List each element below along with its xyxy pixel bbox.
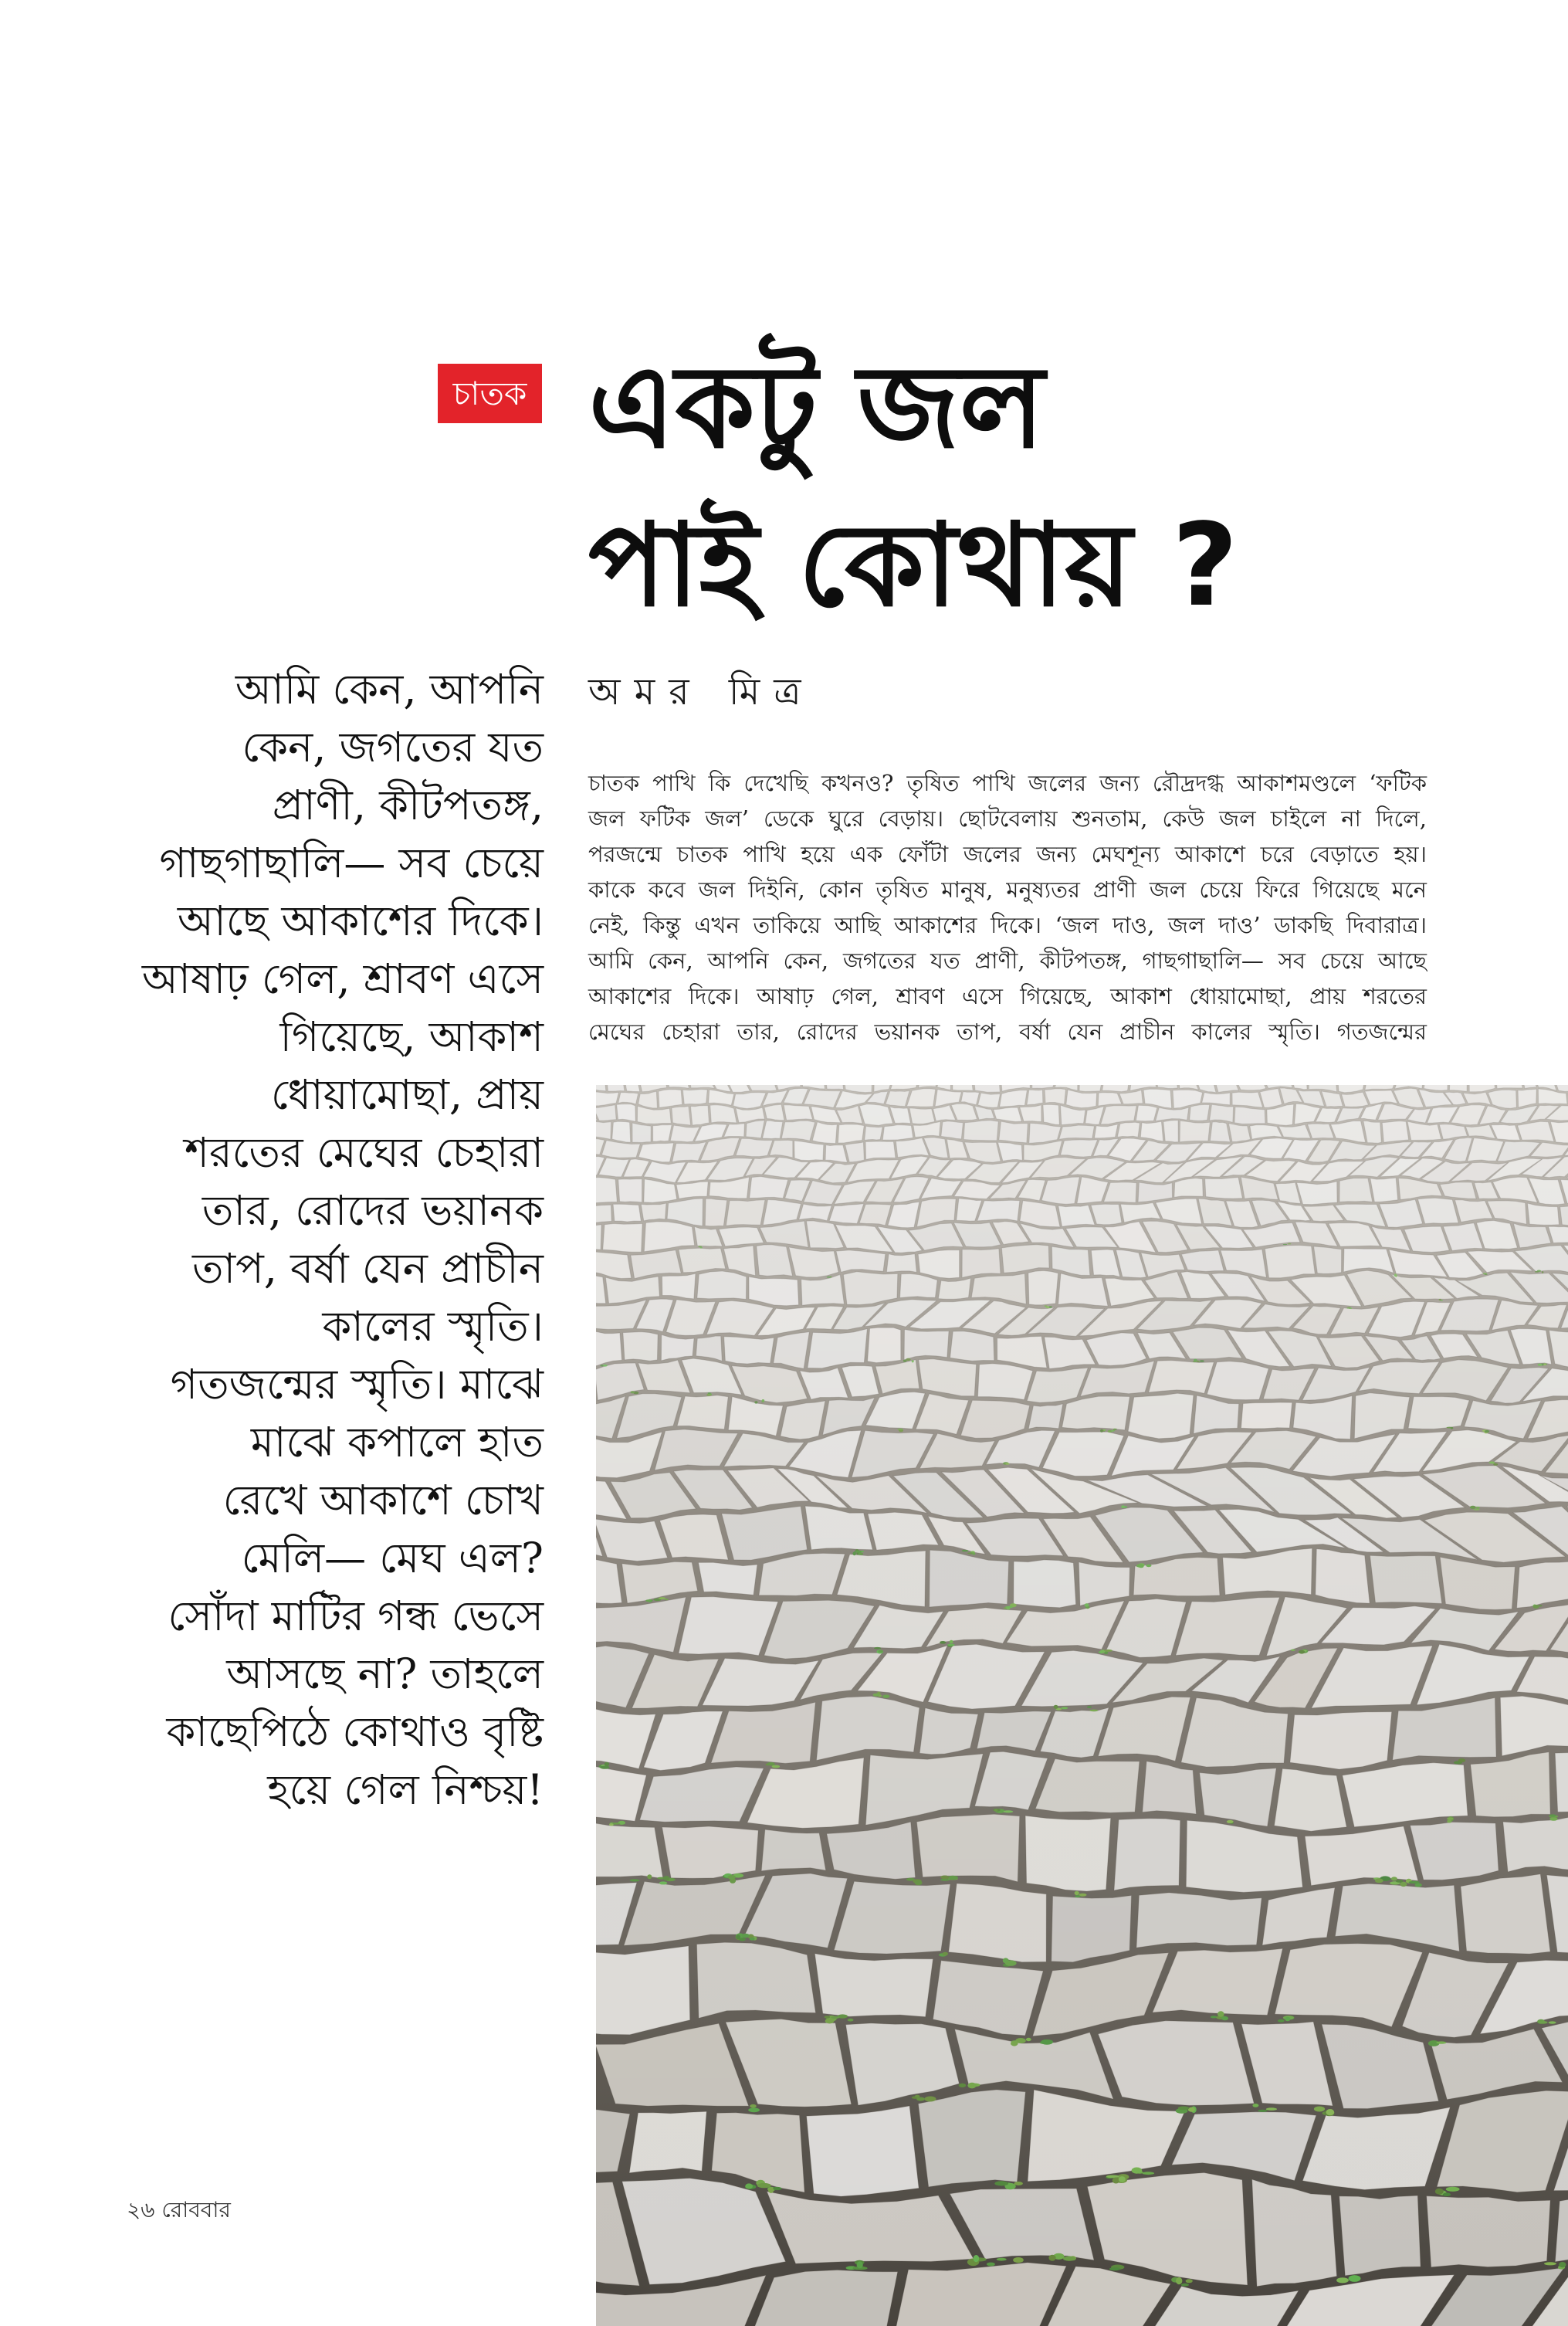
pull-quote-line: গাছগাছালি— সব চেয়ে xyxy=(159,839,544,887)
body-line: নেই, কিন্তু এখন তাকিয়ে আছি আকাশের দিকে। ‘জল দাও, জল দাও’ ডাকছি দিবারাত্র। xyxy=(588,912,1427,938)
pull-quote-line: রেখে আকাশে চোখ xyxy=(222,1476,544,1524)
pull-quote-line: গতজন্মের স্মৃতি। মাঝে xyxy=(170,1360,544,1409)
section-tag: চাতক xyxy=(438,364,542,423)
pull-quote-line: তার, রোদের ভয়ানক xyxy=(202,1186,544,1235)
pull-quote-line: ধোয়ামোছা, প্রায় xyxy=(270,1070,544,1119)
page-number: ২৬ xyxy=(127,2197,155,2223)
title-line-2: পাই কোথায় ? xyxy=(588,499,1238,632)
pull-quote-line: সোঁদা মাটির গন্ধ ভেসে xyxy=(168,1592,544,1640)
pull-quote xyxy=(31,660,544,1819)
pull-quote-line: প্রাণী, কীটপতঙ্গ, xyxy=(272,781,544,829)
pull-quote-line: আষাঢ় গেল, শ্রাবণ এসে xyxy=(141,954,544,1003)
body-line: চাতক পাখি কি দেখেছি কখনও? তৃষিত পাখি জলের জন্য রৌদ্রদগ্ধ আকাশমণ্ডলে ‘ফটিক xyxy=(588,770,1427,796)
page-footer xyxy=(127,2195,231,2226)
body-line: জল ফটিক জল’ ডেকে ঘুরে বেড়ায়। ছোটবেলায় শুনতাম, কেউ জল চাইলে না দিলে, xyxy=(588,805,1427,832)
pull-quote-line: হয়ে গেল নিশ্চয়! xyxy=(267,1765,544,1814)
pull-quote-line: গিয়েছে, আকাশ xyxy=(279,1012,544,1061)
author-byline: অমর মিত্র xyxy=(588,670,815,714)
pull-quote-line: আসছে না? তাহলে xyxy=(226,1650,544,1698)
body-line: মেঘের চেহারা তার, রোদের ভয়ানক তাপ, বর্ষা যেন প্রাচীন কালের স্মৃতি। গতজন্মের xyxy=(588,1019,1427,1045)
pull-quote-line: কেন, জগতের যত xyxy=(242,723,544,771)
body-line: পরজন্মে চাতক পাখি হয়ে এক ফোঁটা জলের জন্য মেঘশূন্য আকাশে চরে বেড়াতে হয়। xyxy=(588,841,1427,867)
magazine-name: রোববার xyxy=(161,2197,231,2223)
pull-quote-line: কালের স্মৃতি। xyxy=(322,1302,544,1351)
body-line: আকাশের দিকে। আষাঢ় গেল, শ্রাবণ এসে গিয়েছে, আকাশ ধোয়ামোছা, প্রায় শরতের xyxy=(588,983,1427,1009)
pull-quote-line: তাপ, বর্ষা যেন প্রাচীন xyxy=(191,1244,544,1293)
body-line: কাকে কবে জল দিইনি, কোন তৃষিত মানুষ, মনুষ্যতর প্রাণী জল চেয়ে ফিরে গিয়েছে মনে xyxy=(588,876,1427,903)
article-body xyxy=(588,765,1427,1049)
pull-quote-line: আছে আকাশের দিকে। xyxy=(177,897,544,945)
pull-quote-line: আমি কেন, আপনি xyxy=(235,665,544,714)
cracked-earth-photo xyxy=(596,1085,1568,2326)
pull-quote-line: মেলি— মেঘ এল? xyxy=(241,1534,544,1582)
pull-quote-line: কাছেপিঠে কোথাও বৃষ্টি xyxy=(166,1707,544,1756)
body-line: আমি কেন, আপনি কেন, জগতের যত প্রাণী, কীটপতঙ্গ, গাছগাছালি— সব চেয়ে আছে xyxy=(588,948,1427,974)
title-line-1: একটু জল xyxy=(588,341,1045,473)
photo-haze xyxy=(596,1085,1568,2326)
pull-quote-line: মাঝে কপালে হাত xyxy=(250,1418,544,1466)
pull-quote-line: শরতের মেঘের চেহারা xyxy=(185,1128,544,1177)
article-title xyxy=(588,328,1238,645)
